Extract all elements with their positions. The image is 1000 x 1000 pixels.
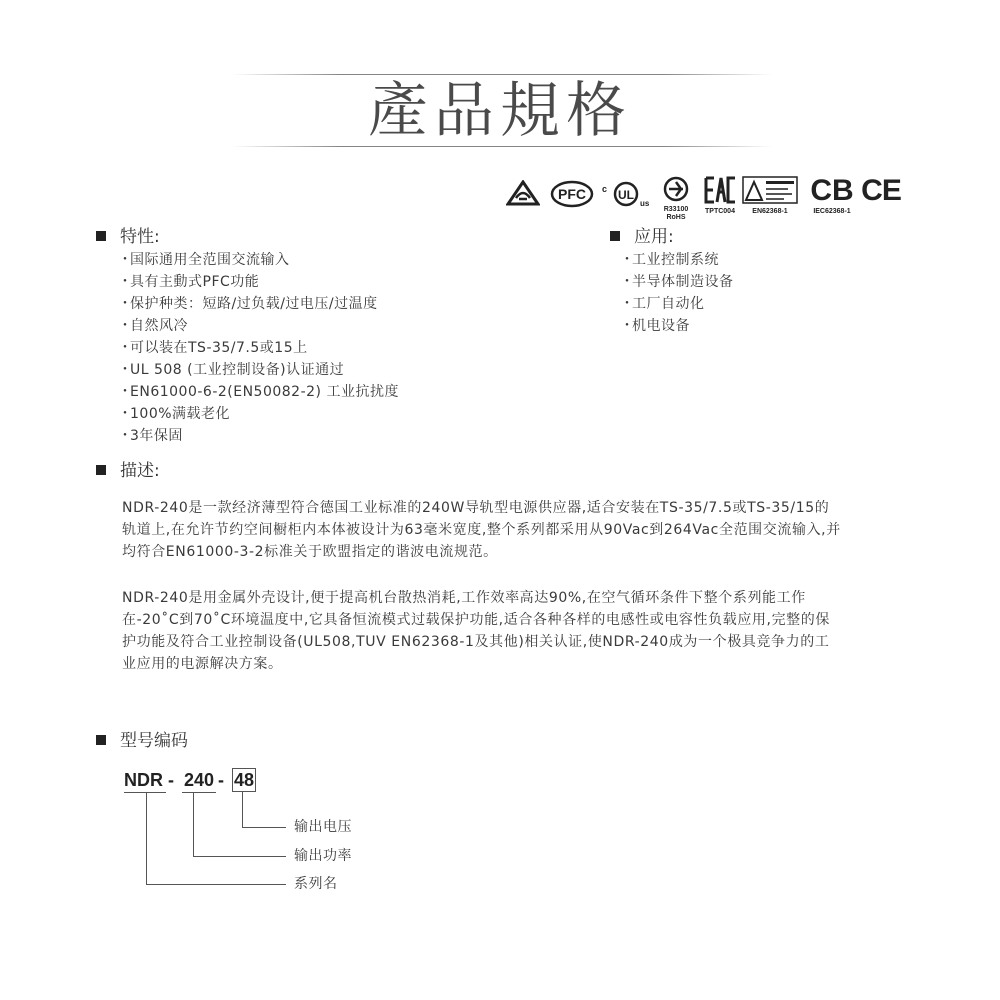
ce-icon bbox=[860, 174, 902, 208]
section-bullet-icon bbox=[96, 231, 106, 241]
list-item: ・100%满载老化 bbox=[118, 406, 231, 422]
iec62368-caption: IEC62368-1 bbox=[813, 208, 851, 215]
output-voltage-label: 输出电压 bbox=[294, 819, 352, 835]
r33100-rohs-icon bbox=[656, 176, 696, 222]
section-bullet-icon bbox=[610, 231, 620, 241]
rohs-caption: RoHS bbox=[666, 214, 686, 221]
list-item: ・3年保固 bbox=[118, 428, 183, 444]
page-title: 產品規格 bbox=[368, 76, 632, 146]
ce-label: CE bbox=[861, 174, 901, 207]
list-item: ・保护种类：短路/过负载/过电压/过温度 bbox=[118, 296, 378, 312]
title-bottom-rule bbox=[232, 146, 772, 147]
list-item: ・工厂自动化 bbox=[620, 296, 705, 312]
svg-text:UL: UL bbox=[618, 188, 634, 202]
features-list bbox=[118, 249, 399, 447]
list-item: ・机电设备 bbox=[620, 318, 690, 334]
model-separator: - bbox=[218, 770, 224, 790]
voltage-connector bbox=[242, 827, 286, 828]
svg-text:PFC: PFC bbox=[558, 186, 586, 202]
list-item: ・具有主動式PFC功能 bbox=[118, 274, 260, 290]
series-connector bbox=[146, 884, 286, 885]
cb-label: CB bbox=[810, 174, 854, 207]
series-name-label: 系列名 bbox=[294, 876, 338, 892]
output-power-label: 输出功率 bbox=[294, 848, 352, 864]
description-paragraph-2: NDR-240是用金属外壳设计,便于提高机台散热消耗,工作效率高达90%,在空气循环条件下整个系列能工作在-20˚C到70˚C环境温度中,它具备恒流模式过载保护功能,适合各种各样的电感性或电容性负载应用,完整的保护功能及符合工业控制设备(UL508,TUV EN62368-1及其他)相关认证,使NDR-240成为一个极具竞争力的工业应用的电源解决方案。 bbox=[122, 590, 830, 672]
description-paragraph-1: NDR-240是一款经济薄型符合德国工业标准的240W导轨型电源供应器,适合安装在TS-35/7.5或TS-35/15的轨道上,在允许节约空间橱柜内本体被设计为63毫米宽度,整个系列都采用从90Vac到264Vac全范围交流输入,并均符合EN61000-3-2标准关于欧盟指定的谐波电流规范。 bbox=[122, 500, 841, 560]
section-bullet-icon bbox=[96, 465, 106, 475]
list-item: ・半导体制造设备 bbox=[620, 274, 734, 290]
list-item: ・自然风冷 bbox=[118, 318, 188, 334]
svg-text:us: us bbox=[640, 199, 650, 208]
tuv-icon bbox=[742, 176, 798, 216]
cul-us-icon bbox=[600, 180, 652, 212]
model-series: NDR bbox=[124, 770, 163, 790]
features-heading: 特性: bbox=[96, 226, 160, 248]
cb-icon bbox=[804, 174, 860, 216]
model-separator: - bbox=[168, 770, 174, 790]
series-connector bbox=[146, 793, 147, 885]
en62368-caption: EN62368-1 bbox=[752, 208, 788, 215]
list-item: ・工业控制系统 bbox=[620, 252, 719, 268]
model-voltage-box: 48 bbox=[233, 770, 255, 790]
applications-list bbox=[620, 249, 734, 337]
r33100-caption: R33100 bbox=[663, 206, 689, 213]
applications-heading: 应用: bbox=[610, 226, 674, 248]
pfc-icon bbox=[550, 180, 594, 212]
list-item: ・国际通用全范围交流输入 bbox=[118, 252, 290, 268]
tptc004-caption: TPTC004 bbox=[705, 208, 735, 215]
list-item: ・EN61000-6-2(EN50082-2) 工业抗扰度 bbox=[118, 384, 399, 400]
rcm-triangle-icon bbox=[506, 180, 540, 210]
svg-text:c: c bbox=[602, 184, 608, 194]
power-connector bbox=[193, 793, 194, 857]
eac-icon bbox=[702, 176, 738, 216]
voltage-connector bbox=[242, 792, 243, 828]
model-power: 240 bbox=[184, 770, 215, 790]
certification-marks bbox=[502, 174, 902, 220]
series-underline bbox=[124, 792, 166, 793]
list-item: ・可以装在TS-35/7.5或15上 bbox=[118, 340, 308, 356]
power-connector bbox=[193, 856, 286, 857]
power-underline bbox=[182, 792, 216, 793]
list-item: ・UL 508 (工业控制设备)认证通过 bbox=[118, 362, 345, 378]
section-bullet-icon bbox=[96, 735, 106, 745]
model-code-heading: 型号编码 bbox=[96, 730, 188, 752]
description-heading: 描述: bbox=[96, 460, 160, 482]
